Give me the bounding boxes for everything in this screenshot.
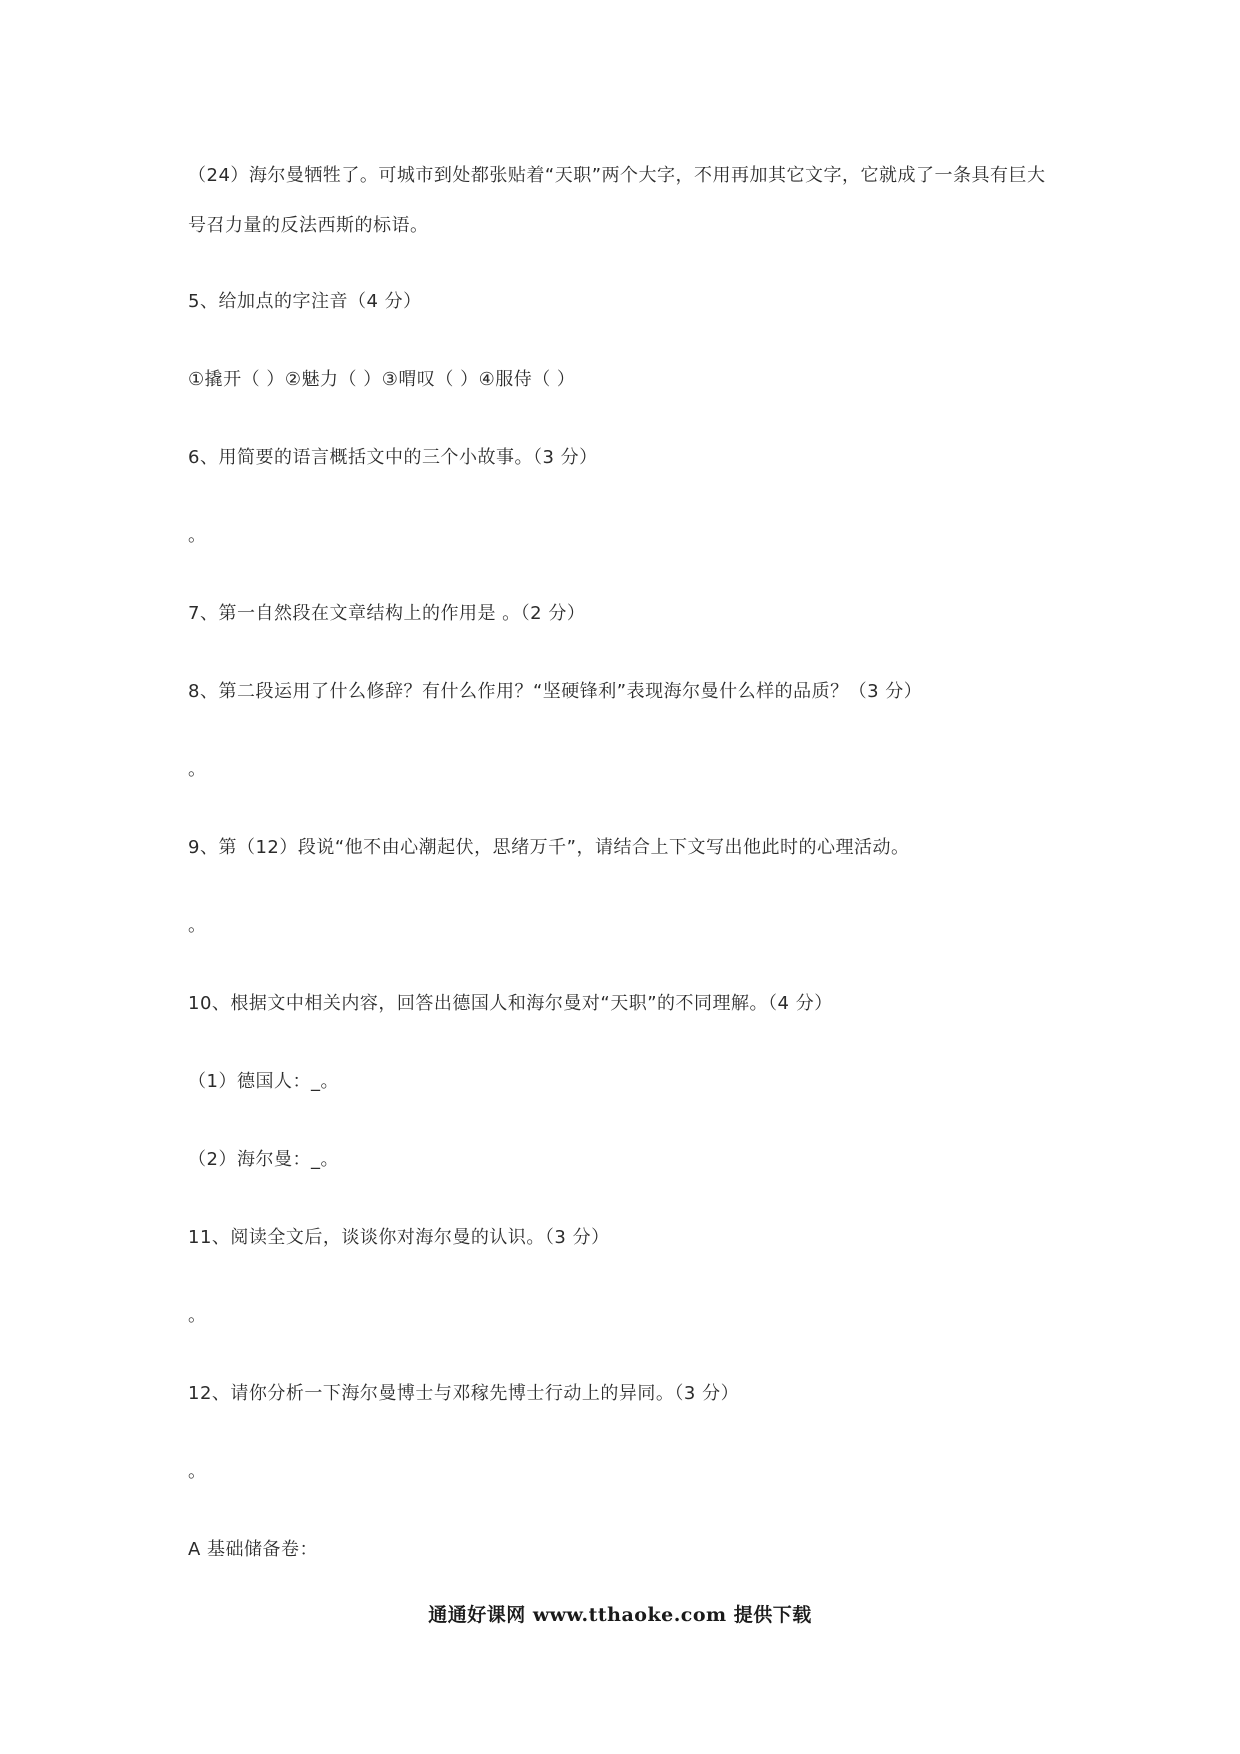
section-heading-a: A 基础储备卷： (188, 1539, 319, 1560)
question-11: 11、阅读全文后，谈谈你对海尔曼的认识。（3 分） (188, 1227, 610, 1248)
question-10-part-2: （2）海尔曼：_。 (188, 1149, 339, 1170)
answer-blank-11: 。 (188, 1305, 207, 1326)
question-8: 8、第二段运用了什么修辞？有什么作用？“坚硬锋利”表现海尔曼什么样的品质？（3 分） (188, 681, 923, 702)
question-5: 5、给加点的字注音（4 分） (188, 291, 422, 312)
answer-blank-8: 。 (188, 759, 207, 780)
question-7: 7、第一自然段在文章结构上的作用是 。（2 分） (188, 603, 586, 624)
answer-blank-9: 。 (188, 915, 207, 936)
question-9: 9、第（12）段说“他不由心潮起伏，思绪万千”，请结合上下文写出他此时的心理活动。 (188, 837, 910, 858)
question-10-part-1: （1）德国人：_。 (188, 1071, 339, 1092)
question-10: 10、根据文中相关内容，回答出德国人和海尔曼对“天职”的不同理解。（4 分） (188, 993, 833, 1014)
question-5-items: ①撬开（ ）②魅力（ ）③喟叹（ ）④服侍（ ） (188, 369, 576, 390)
page-footer: 通通好课网 www.tthaoke.com 提供下载 (428, 1604, 812, 1626)
question-6: 6、用简要的语言概括文中的三个小故事。（3 分） (188, 447, 598, 468)
answer-blank-12: 。 (188, 1461, 207, 1482)
question-12: 12、请你分析一下海尔曼博士与邓稼先博士行动上的异同。（3 分） (188, 1383, 740, 1404)
paragraph-24-line-2: 号召力量的反法西斯的标语。 (188, 215, 429, 236)
answer-blank-6: 。 (188, 525, 207, 546)
paragraph-24-line-1: （24）海尔曼牺牲了。可城市到处都张贴着“天职”两个大字，不用再加其它文字，它就成了一条具有巨大 (188, 165, 1046, 186)
